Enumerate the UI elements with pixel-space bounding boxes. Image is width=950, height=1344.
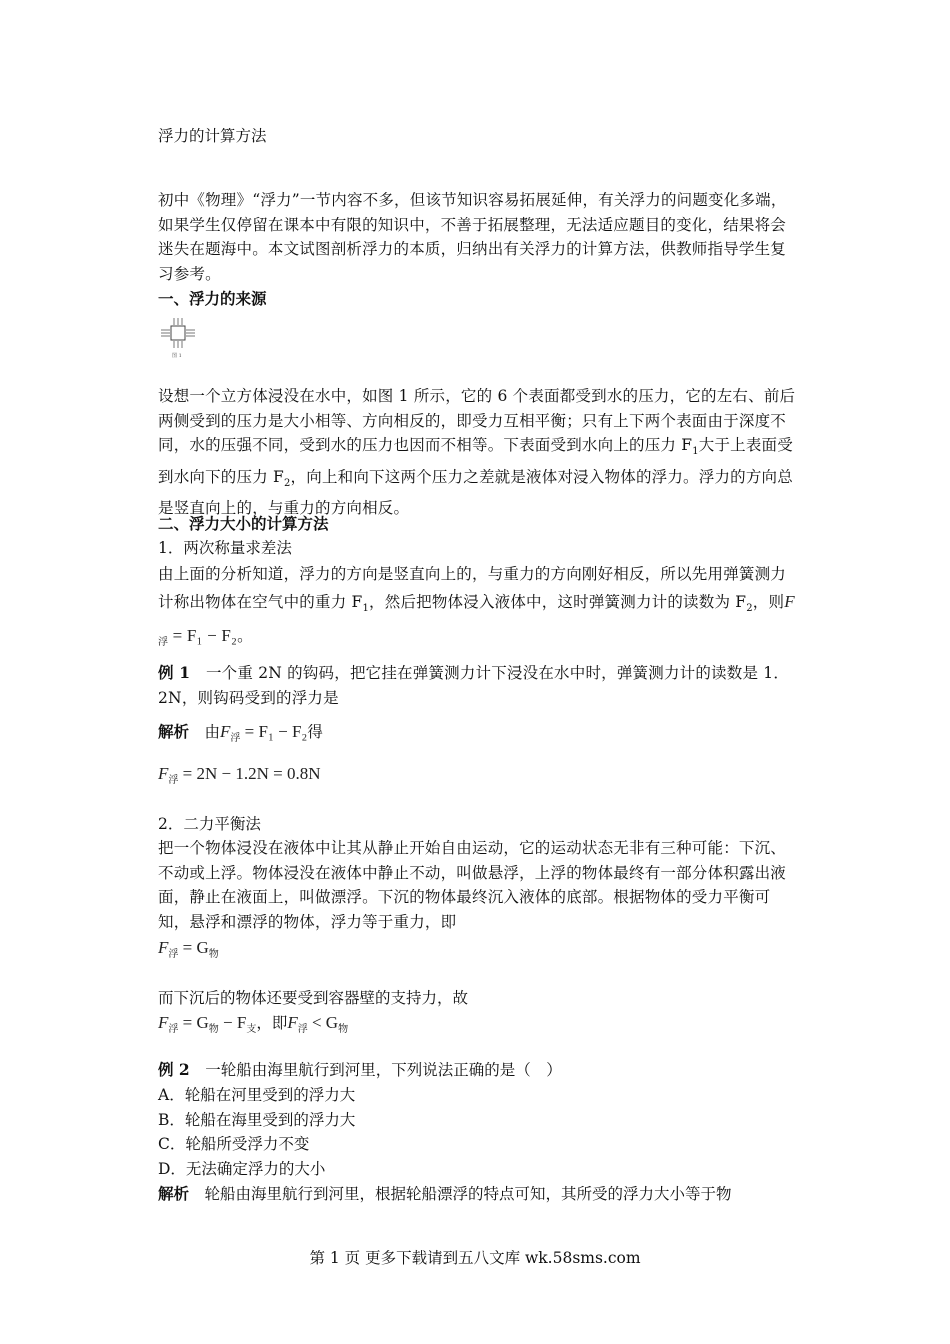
cube-figure [158,313,200,359]
example2-option-a: A．轮船在河里受到的浮力大 [158,1086,356,1104]
section2-heading: 二、浮力大小的计算方法 [158,514,329,533]
section1-heading: 一、浮力的来源 [158,289,267,308]
document-title: 浮力的计算方法 [158,127,267,145]
cube-shape [171,326,185,340]
method2-paragraph-2: 而下沉后的物体还要受到容器壁的支持力，故 [158,989,469,1007]
example2-option-d: D．无法确定浮力的大小 [158,1160,326,1178]
example2-option-c: C．轮船所受浮力不变 [158,1135,310,1153]
example1-question: 例 1 一个重 2N 的钩码，把它挂在弹簧测力计下浸没在水中时，弹簧测力计的读数是 1．2N，则钩码受到的浮力是 [158,663,790,707]
float-equilibrium-formula: $F_浮 = G_物$ [158,938,219,960]
example2-question: 例 2 一轮船由海里航行到河里，下列说法正确的是（ ） [158,1060,562,1079]
figure-label: 图 1 [172,353,182,359]
example2-option-b: B．轮船在海里受到的浮力大 [158,1111,356,1129]
method2-title: 2．二力平衡法 [158,815,261,833]
pressure-arrows [161,318,195,348]
example2-analysis: 解析 轮船由海里航行到河里，根据轮船漂浮的特点可知，其所受的浮力大小等于物 [158,1184,732,1203]
method1-title: 1．两次称量求差法 [158,539,292,557]
example1-analysis: 解析 由$F_浮 = F_1 - F_2$得 [158,722,323,744]
page-footer: 第 1 页 更多下载请到五八文库 wk.58sms.com [309,1249,641,1267]
sink-formula: $F_浮 = G_物 - F_支$，即$F_浮 < G_物$ [158,1013,349,1035]
method2-paragraph: 把一个物体浸没在液体中让其从静止开始自由运动，它的运动状态无非有三种可能：下沉、不动或上浮。物体浸没在液体中静止不动，叫做悬浮，上浮的物体最终有一部分体积露出液面，静止在液面上，叫做漂浮。下沉的物体最终沉入液体的底部。根据物体的受力平衡可知，悬浮和漂浮的物体，浮力等于重力，即 [158,839,787,931]
method1-paragraph: 由上面的分析知道，浮力的方向是竖直向上的，与重力的方向刚好相反，所以先用弹簧测力计称出物体在空气中的重力 $F_1$，然后把物体浸入液体中，这时弹簧测力计的读数为 $F_2$，则$F_浮 = F_1 - F_2$。 [158,565,795,649]
section1-paragraph: 设想一个立方体浸没在水中，如图 1 所示，它的 6 个表面都受到水的压力，它的左右、前后两侧受到的压力是大小相等、方向相反的，即受力互相平衡；只有上下两个表面由于深度不同，水的压强不同，受到水的压力也因而不相等。下表面受到水向上的压力 $F_1$大于上表面受到水向下的压力 $F_2$，向上和向下这两个压力之差就是液体对浸入物体的浮力。浮力的方向总是竖直向上的，与重力的方向相反。 [158,387,796,518]
buoyancy-difference-formula: $F_浮 = F_1 - F_2$ [158,592,795,649]
example1-calculation: $F_浮 = 2N - 1.2N = 0.8N$ [158,764,321,786]
intro-paragraph: 初中《物理》“浮力”一节内容不多，但该节知识容易拓展延伸，有关浮力的问题变化多端，如果学生仅停留在课本中有限的知识中，不善于拓展整理，无法适应题目的变化，结果将会迷失在题海中。本文试图剖析浮力的本质，归纳出有关浮力的计算方法，供教师指导学生复习参考。 [158,191,787,283]
